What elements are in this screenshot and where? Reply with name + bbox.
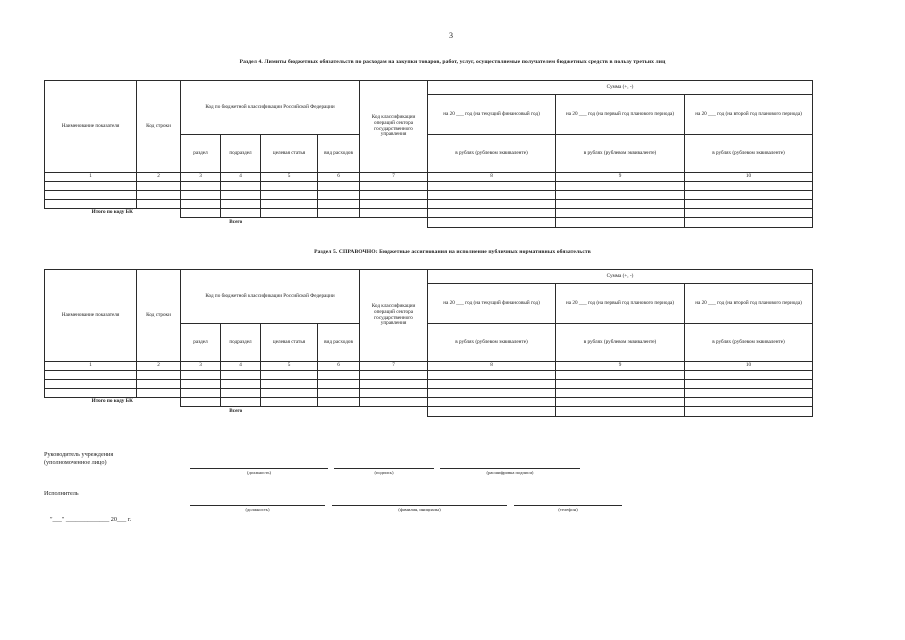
header-indicator: Наименование показателя — [45, 81, 137, 173]
header-section: раздел — [181, 135, 221, 173]
executor-phone-line[interactable] — [514, 505, 622, 506]
table-row — [45, 200, 813, 209]
header-expense-type: вид расходов — [318, 324, 360, 362]
col-number: 7 — [360, 362, 428, 371]
total-label: Всего — [229, 218, 243, 225]
col-number: 4 — [221, 173, 261, 182]
col-number: 1 — [45, 362, 137, 371]
header-target-article: целевая статья — [261, 135, 318, 173]
executor-caption-phone: (телефон) — [558, 507, 578, 512]
section-4-table — [44, 80, 813, 228]
executor-position-line[interactable] — [190, 505, 325, 506]
total-by-code-label: Итого по коду БК — [91, 398, 133, 405]
head-sublabel: (уполномоченное лицо) — [44, 459, 107, 466]
header-rub-3: в рублях (рублевом эквиваленте) — [685, 135, 813, 173]
table-row — [45, 380, 813, 389]
header-rub-3: в рублях (рублевом эквиваленте) — [685, 324, 813, 362]
table-row — [45, 182, 813, 191]
date-field[interactable]: "___" ______________ 20___ г. — [50, 516, 132, 523]
header-year-1: на 20 ___ год (на текущий финансовый год) — [428, 95, 556, 135]
header-kosgu: Код классификации операций сектора государственного управления — [360, 270, 428, 362]
header-year-3: на 20 ___ год (на второй год планового периода) — [685, 284, 813, 324]
header-kosgu: Код классификации операций сектора государственного управления — [360, 81, 428, 173]
header-rub-1: в рублях (рублевом эквиваленте) — [428, 324, 556, 362]
section-5-table — [44, 269, 813, 417]
page-number: 3 — [449, 31, 453, 40]
total-by-code-label: Итого по коду БК — [91, 209, 133, 216]
head-position-line[interactable] — [190, 468, 328, 469]
header-target-article: целевая статья — [261, 324, 318, 362]
head-label: Руководитель учреждения — [44, 451, 114, 458]
header-budget-code: Код по бюджетной классификации Российской Федерации — [181, 81, 360, 135]
header-indicator: Наименование показателя — [45, 270, 137, 362]
total-by-code-row — [45, 398, 813, 407]
header-year-3: на 20 ___ год (на второй год планового периода) — [685, 95, 813, 135]
col-number: 2 — [137, 362, 181, 371]
total-by-code-row — [45, 209, 813, 218]
executor-label: Исполнитель — [44, 490, 79, 497]
header-year-2: на 20 ___ год (на первый год планового периода) — [556, 95, 685, 135]
header-rub-1: в рублях (рублевом эквиваленте) — [428, 135, 556, 173]
col-number: 4 — [221, 362, 261, 371]
section-4-title: Раздел 4. Лимиты бюджетных обязательств по расходам на закупки товаров, работ, услуг, осуществляемые получателем бюджетных средств в пользу третьих лиц — [239, 59, 666, 65]
col-number: 8 — [428, 362, 556, 371]
total-row — [45, 218, 813, 228]
col-number: 9 — [556, 362, 685, 371]
total-label: Всего — [229, 407, 243, 414]
col-number: 5 — [261, 173, 318, 182]
head-signature-line[interactable] — [334, 468, 434, 469]
head-caption-signature: (подпись) — [374, 470, 394, 475]
col-number: 1 — [45, 173, 137, 182]
header-budget-code: Код по бюджетной классификации Российской Федерации — [181, 270, 360, 324]
header-expense-type: вид расходов — [318, 135, 360, 173]
col-number: 10 — [685, 173, 813, 182]
head-name-line[interactable] — [440, 468, 580, 469]
header-sum: Сумма (+, -) — [428, 81, 813, 95]
executor-caption-position: (должность) — [245, 507, 270, 512]
header-rub-2: в рублях (рублевом эквиваленте) — [556, 135, 685, 173]
col-number: 7 — [360, 173, 428, 182]
head-caption-name: (расшифровка подписи) — [486, 470, 534, 475]
col-number: 9 — [556, 173, 685, 182]
header-rub-2: в рублях (рублевом эквиваленте) — [556, 324, 685, 362]
header-sum: Сумма (+, -) — [428, 270, 813, 284]
table-row — [45, 371, 813, 380]
col-number: 2 — [137, 173, 181, 182]
table-row — [45, 191, 813, 200]
col-number: 6 — [318, 362, 360, 371]
header-line-code: Код строки — [137, 81, 181, 173]
total-row — [45, 407, 813, 417]
header-year-2: на 20 ___ год (на первый год планового периода) — [556, 284, 685, 324]
table-row — [45, 389, 813, 398]
header-line-code: Код строки — [137, 270, 181, 362]
header-year-1: на 20 ___ год (на текущий финансовый год) — [428, 284, 556, 324]
executor-caption-name: (фамилия, инициалы) — [398, 507, 441, 512]
col-number: 3 — [181, 173, 221, 182]
col-number: 6 — [318, 173, 360, 182]
header-subsection: подраздел — [221, 135, 261, 173]
header-section: раздел — [181, 324, 221, 362]
executor-name-line[interactable] — [332, 505, 507, 506]
head-caption-position: (должность) — [246, 470, 272, 475]
header-subsection: подраздел — [221, 324, 261, 362]
section-5-title: Раздел 5. СПРАВОЧНО: Бюджетные ассигнования на исполнение публичных нормативных обязательств — [314, 249, 591, 255]
col-number: 8 — [428, 173, 556, 182]
col-number: 3 — [181, 362, 221, 371]
col-number: 10 — [685, 362, 813, 371]
col-number: 5 — [261, 362, 318, 371]
